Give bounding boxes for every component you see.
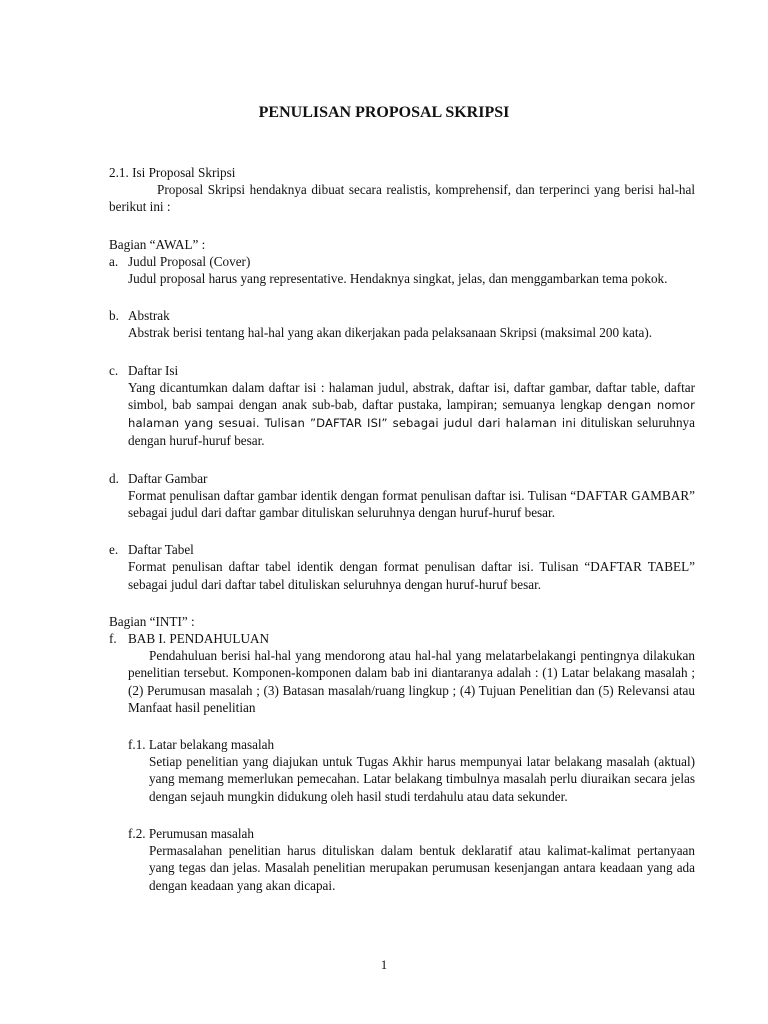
sub-item-f2 [109, 825, 695, 894]
item-heading: Daftar Tabel [128, 542, 194, 558]
intro-paragraph: Proposal Skripsi hendaknya dibuat secara realistis, komprehensif, dan terperinci yang berisi hal-hal berikut ini : [109, 182, 695, 215]
item-body: Judul proposal harus yang representative. Hendaknya singkat, jelas, dan menggambarkan tema pokok. [128, 271, 668, 287]
page-number: 1 [380, 957, 388, 972]
item-heading: Abstrak [128, 308, 170, 324]
list-item-f [109, 630, 695, 716]
item-heading: Daftar Gambar [128, 470, 208, 486]
bagian-awal-label: Bagian “AWAL” : [109, 236, 206, 252]
sub-item-f1 [109, 736, 695, 805]
item-heading: Judul Proposal (Cover) [128, 253, 251, 269]
document-body [109, 164, 695, 894]
item-heading: Daftar Isi [128, 362, 179, 378]
list-item-a [109, 253, 695, 287]
bagian-inti-label: Bagian “INTI” : [109, 613, 195, 629]
sub-item-body: Setiap penelitian yang diajukan untuk Tugas Akhir harus mempunyai latar belakang masalah (aktual) yang memang memerlukan pemecahan. Latar belakang timbulnya masalah perlu diuraikan secara jelas dengan sejauh mungkin didukung oleh hasil studi terdahulu atau data sekunder. [149, 754, 695, 804]
item-letter: d. [109, 470, 119, 486]
item-letter: c. [109, 362, 119, 378]
sub-item-body: Permasalahan penelitian harus dituliskan dalam bentuk deklaratif atau kalimat-kalimat pertanyaan yang tegas dan jelas. Masalah penelitian merupakan perumusan kesenjangan antara keadaan yang ada dengan keadaan yang akan dicapai. [149, 843, 695, 893]
item-heading: BAB I. PENDAHULUAN [128, 631, 270, 647]
list-item-c [109, 362, 695, 450]
item-body-part: Yang dicantumkan dalam daftar isi : halaman judul, abstrak, daftar isi, daftar gambar, daftar table, daftar simbol, bab sampai dengan anak sub-bab, daftar pustaka, lampiran; semuanya lengkap [128, 379, 695, 413]
list-item-b [109, 307, 695, 341]
sub-item-heading: f.2. Perumusan masalah [128, 825, 254, 841]
list-item-d [109, 470, 695, 522]
item-body-part: dituliskan seluruhnya dengan huruf-huruf besar. [128, 415, 695, 449]
item-body-text: Pendahuluan berisi hal-hal yang mendorong atau hal-hal yang melatarbelakangi pentingnya dilakukan penelitian tersebut. Komponen-komponen dalam bab ini diantaranya adalah : (1) Latar belakang masalah ; (2) Perumusan masalah ; (3) Batasan masalah/ruang lingkup ; (4) Tujuan Penelitian dan (5) Relevansi atau Manfaat hasil penelitian [128, 648, 695, 715]
item-body: Abstrak berisi tentang hal-hal yang akan dikerjakan pada pelaksanaan Skripsi (maksimal 200 kata). [128, 325, 653, 341]
item-letter: a. [109, 253, 119, 269]
item-body: Format penulisan daftar gambar identik dengan format penulisan daftar isi. Tulisan “DAFTAR GAMBAR” sebagai judul dari daftar gambar dituliskan seluruhnya dengan huruf-huruf besar. [128, 487, 695, 521]
item-body: Format penulisan daftar tabel identik dengan format penulisan daftar isi. Tulisan “DAFTAR TABEL” sebagai judul dari daftar tabel dituliskan seluruhnya dengan huruf-huruf besar. [128, 559, 695, 592]
list-item-e [109, 541, 695, 593]
item-body-part: dengan nomor halaman yang sesuai. Tulisan ”DAFTAR ISI” sebagai judul dari halaman ini [128, 398, 695, 431]
sub-item-heading: f.1. Latar belakang masalah [128, 737, 275, 753]
item-body [128, 647, 695, 716]
item-letter: f. [109, 631, 117, 647]
section-heading: 2.1. Isi Proposal Skripsi [109, 165, 236, 180]
item-letter: b. [109, 308, 119, 324]
document-title: PENULISAN PROPOSAL SKRIPSI [258, 104, 510, 121]
item-body [128, 379, 695, 450]
item-letter: e. [109, 542, 119, 558]
